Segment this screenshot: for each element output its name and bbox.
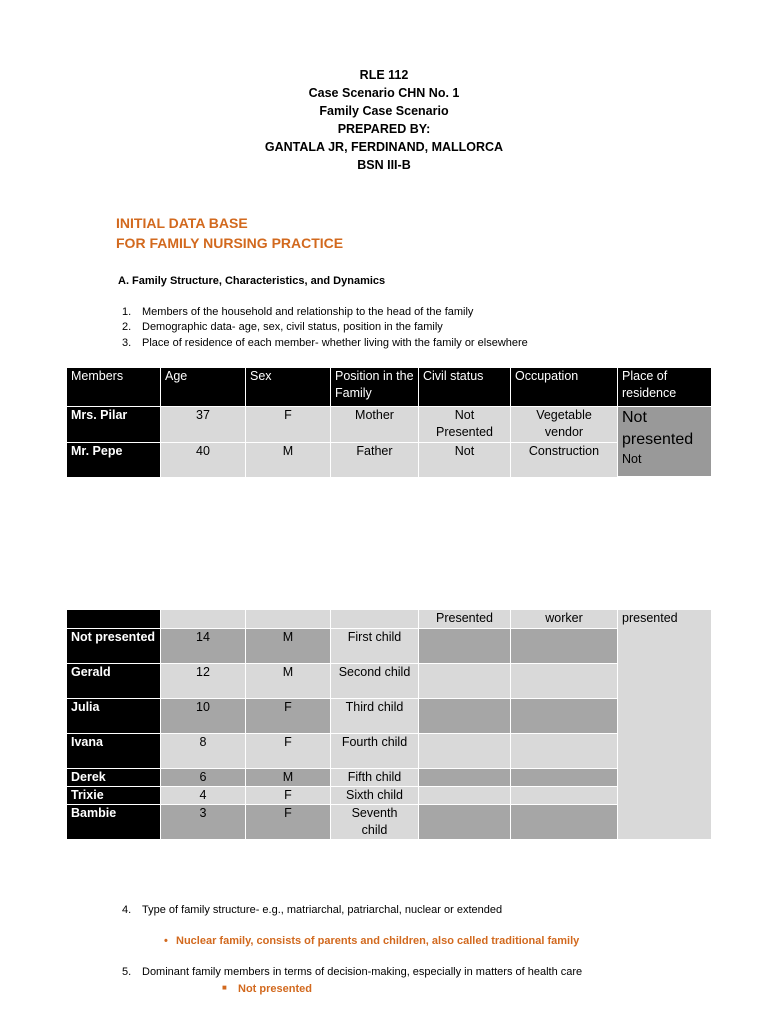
table-cell-position: Second child xyxy=(330,663,418,698)
table-cell-position: Fifth child xyxy=(330,768,418,786)
table-cell-position: Fourth child xyxy=(330,733,418,768)
table-cell-position: Mother xyxy=(330,406,418,442)
table-cell-civil-status xyxy=(418,698,510,733)
table-cell-age: 37 xyxy=(160,406,245,442)
table-cell-member: Not presented xyxy=(67,628,160,663)
table-cell-member: Ivana xyxy=(67,733,160,768)
list-text: Members of the household and relationship to the head of the family xyxy=(142,306,474,318)
list-number: 3. xyxy=(122,337,132,349)
table-cell-member: Mr. Pepe xyxy=(67,442,160,477)
list-number: 5. xyxy=(122,966,132,978)
author-name: GANTALA JR, FERDINAND, MALLORCA xyxy=(264,140,504,154)
table-cell-age: 8 xyxy=(160,733,245,768)
table-cell-position: Third child xyxy=(330,698,418,733)
table-cell-member: Trixie xyxy=(67,786,160,804)
table-cell-occupation xyxy=(510,698,617,733)
bullet-dot-icon: • xyxy=(164,935,168,947)
list-text: Type of family structure- e.g., matriarchal, patriarchal, nuclear or extended xyxy=(142,904,503,916)
doc-title: Family Case Scenario xyxy=(319,104,449,118)
table-cell-sex: M xyxy=(245,442,330,477)
list-item-4 xyxy=(122,904,502,916)
prepared-by-label: PREPARED BY: xyxy=(337,122,431,136)
table-cell-age: 4 xyxy=(160,786,245,804)
table-header-position: Position in the Family xyxy=(330,368,418,406)
list-text: Demographic data- age, sex, civil status, position in the family xyxy=(142,321,443,333)
table-cell-sex: F xyxy=(245,804,330,839)
table-cell-civil-status xyxy=(418,786,510,804)
table-header-occupation: Occupation xyxy=(510,368,617,406)
table-header-sex: Sex xyxy=(245,368,330,406)
table-cell-member: Derek xyxy=(67,768,160,786)
table-cell-residence xyxy=(617,406,711,476)
table-cell-residence: presented xyxy=(617,610,711,839)
list-number: 2. xyxy=(122,321,132,333)
list-item xyxy=(122,337,528,349)
answer-bullet-item xyxy=(164,935,579,947)
doc-case-label: Case Scenario CHN No. 1 xyxy=(308,86,460,100)
table-cell-civil-status xyxy=(418,733,510,768)
table-cell-age: 10 xyxy=(160,698,245,733)
table-cell-sex xyxy=(245,610,330,628)
answer-bullet-item xyxy=(222,983,312,995)
table-cell-occupation: Construction xyxy=(510,442,617,477)
answer-text: Not presented xyxy=(238,983,312,995)
table-cell-civil-status: Not Presented xyxy=(418,406,510,442)
table-cell-age: 12 xyxy=(160,663,245,698)
table-header-age: Age xyxy=(160,368,245,406)
table-cell-occupation: worker xyxy=(510,610,617,628)
table-cell-member xyxy=(67,610,160,628)
table-cell-member: Gerald xyxy=(67,663,160,698)
table-cell-civil-status: Presented xyxy=(418,610,510,628)
residence-value-cont: Not xyxy=(622,452,642,466)
table-cell-position: Sixth child xyxy=(330,786,418,804)
section-a-heading: A. Family Structure, Characteristics, and Dynamics xyxy=(118,275,386,287)
list-number: 1. xyxy=(122,306,132,318)
square-bullet-icon: ■ xyxy=(222,983,227,992)
table-cell-civil-status xyxy=(418,768,510,786)
table-cell-occupation xyxy=(510,663,617,698)
list-item xyxy=(122,321,443,333)
list-text: Dominant family members in terms of decision-making, especially in matters of health care xyxy=(142,966,583,978)
table-cell-occupation xyxy=(510,768,617,786)
table-cell-occupation xyxy=(510,733,617,768)
table-cell-member: Bambie xyxy=(67,804,160,839)
table-cell-sex: F xyxy=(245,406,330,442)
table-cell-member: Julia xyxy=(67,698,160,733)
table-cell-occupation: Vegetable vendor xyxy=(510,406,617,442)
table-cell-civil-status xyxy=(418,663,510,698)
table-cell-age xyxy=(160,610,245,628)
section-title-line2: FOR FAMILY NURSING PRACTICE xyxy=(116,235,344,251)
table-header-civil-status: Civil status xyxy=(418,368,510,406)
table-cell-age: 3 xyxy=(160,804,245,839)
residence-value: Not presented xyxy=(622,409,694,448)
author-section: BSN III-B xyxy=(357,158,411,172)
table-cell-position: Seventh child xyxy=(330,804,418,839)
table-cell-position xyxy=(330,610,418,628)
list-item-5 xyxy=(122,966,582,978)
table-cell-sex: F xyxy=(245,786,330,804)
table-cell-age: 40 xyxy=(160,442,245,477)
section-title-line1: INITIAL DATA BASE xyxy=(116,215,248,231)
doc-course-code: RLE 112 xyxy=(359,68,409,82)
answer-text: Nuclear family, consists of parents and children, also called traditional family xyxy=(176,935,580,947)
table-cell-member: Mrs. Pilar xyxy=(67,406,160,442)
table-cell-age: 6 xyxy=(160,768,245,786)
list-text: Place of residence of each member- whether living with the family or elsewhere xyxy=(142,337,528,349)
table-cell-age: 14 xyxy=(160,628,245,663)
table-header-residence: Place of residence xyxy=(617,368,711,406)
table-cell-sex: M xyxy=(245,628,330,663)
table-cell-occupation xyxy=(510,628,617,663)
table-cell-sex: F xyxy=(245,698,330,733)
table-cell-position: Father xyxy=(330,442,418,477)
list-number: 4. xyxy=(122,904,132,916)
table-cell-sex: M xyxy=(245,663,330,698)
table-cell-occupation xyxy=(510,786,617,804)
table-header-members: Members xyxy=(67,368,160,406)
table-cell-occupation xyxy=(510,804,617,839)
table-cell-civil-status xyxy=(418,804,510,839)
table-cell-civil-status: Not xyxy=(418,442,510,477)
table-cell-sex: F xyxy=(245,733,330,768)
list-item xyxy=(122,306,473,318)
table-cell-position: First child xyxy=(330,628,418,663)
table-cell-sex: M xyxy=(245,768,330,786)
table-cell-civil-status xyxy=(418,628,510,663)
